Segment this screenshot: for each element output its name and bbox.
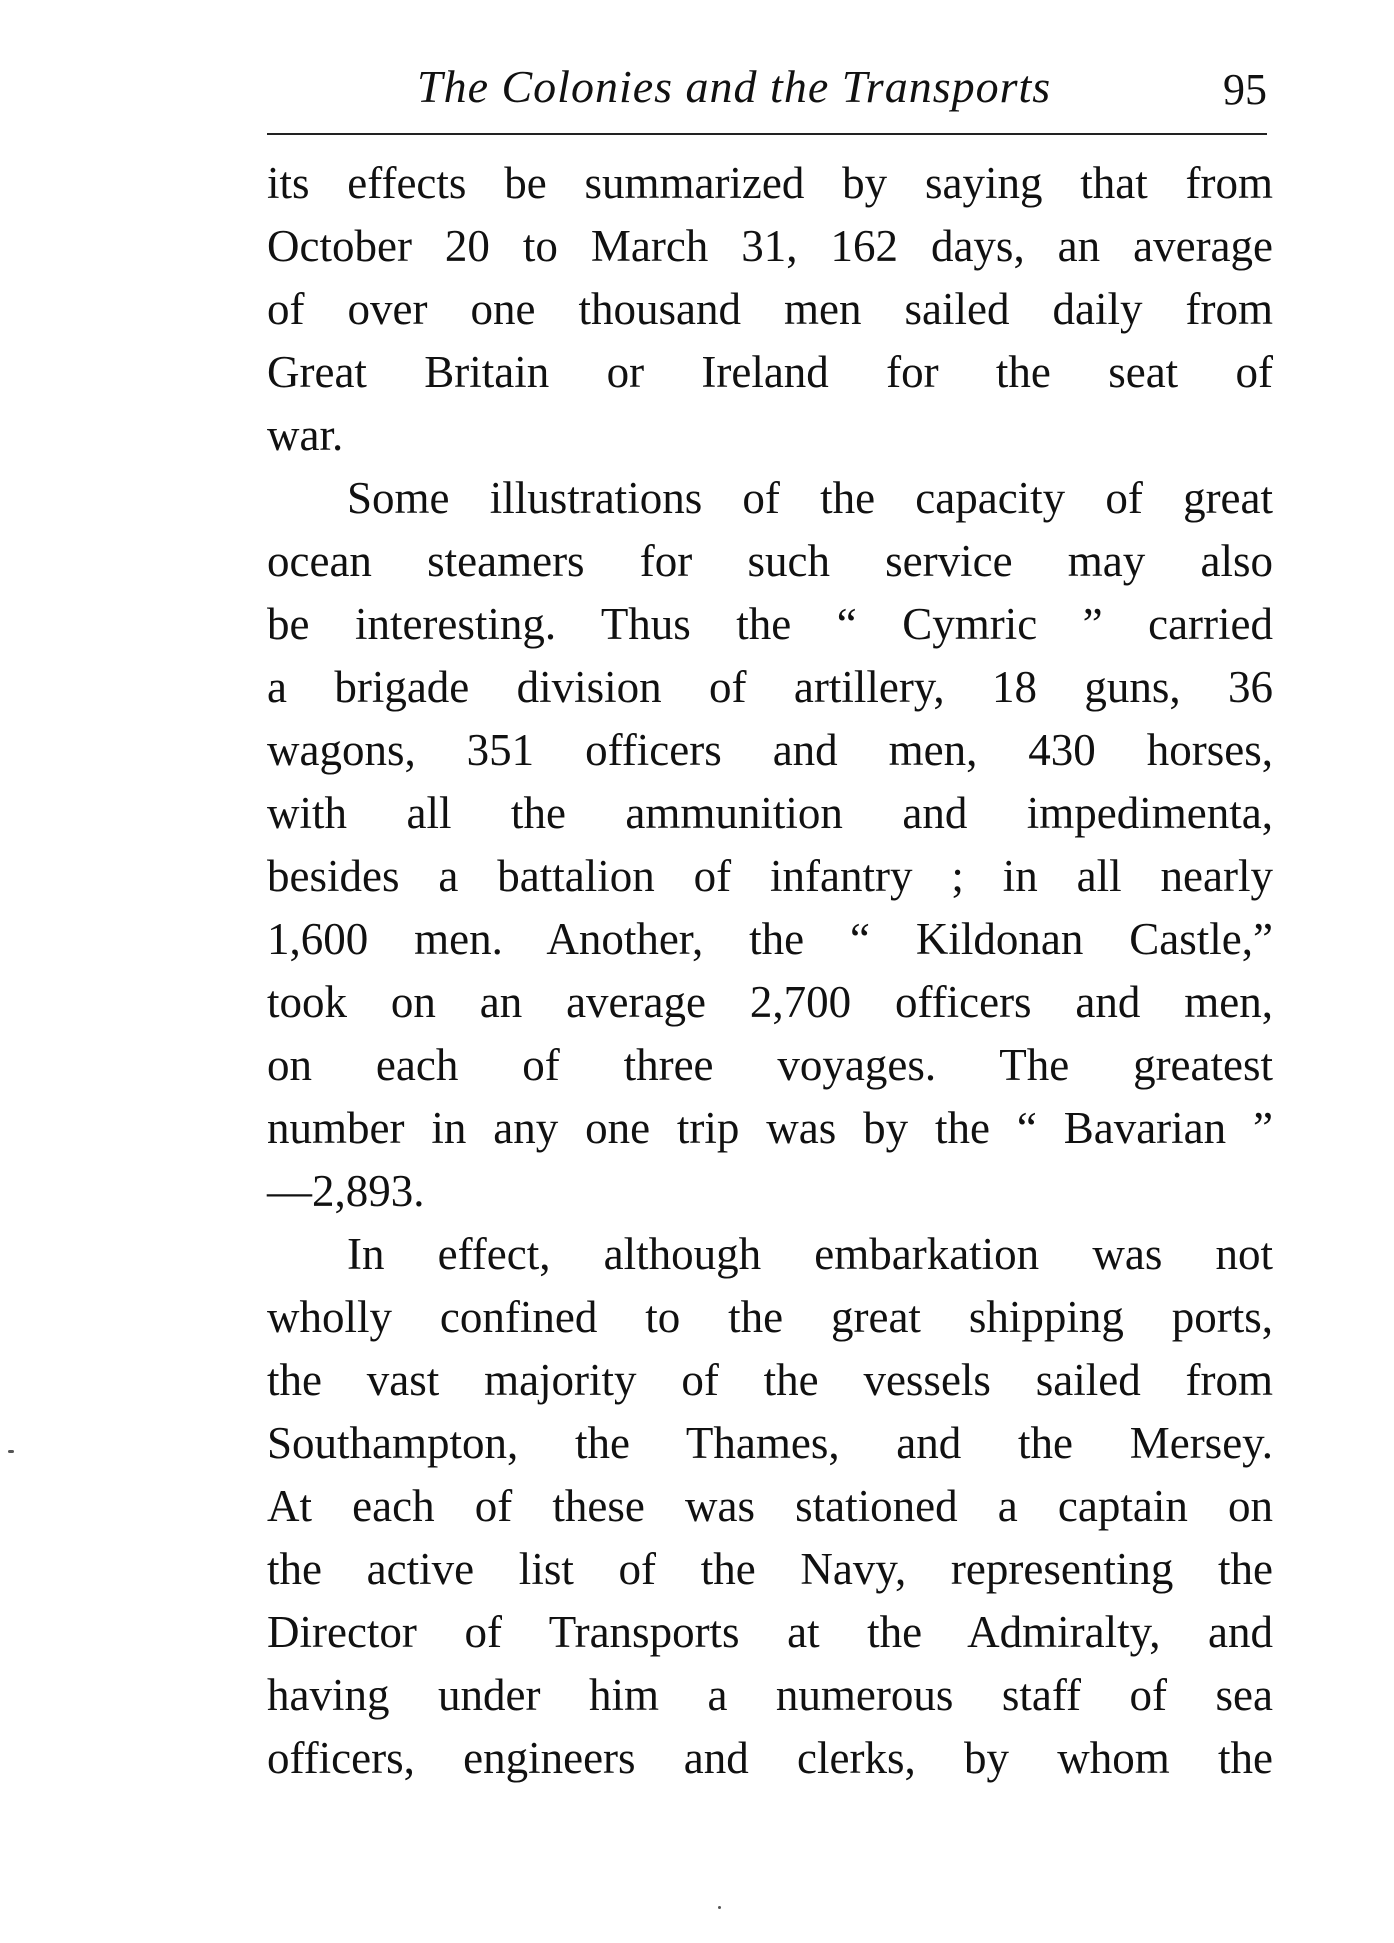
paragraph-1	[267, 152, 1273, 467]
text-line: the vast majority of the vessels sailed from	[267, 1355, 1273, 1405]
text-line: ocean steamers for such service may also	[267, 536, 1273, 586]
text-line: of over one thousand men sailed daily from	[267, 284, 1273, 334]
running-title: The Colonies and the Transports	[417, 61, 1052, 112]
text-line: Southampton, the Thames, and the Mersey.	[267, 1418, 1273, 1468]
paragraph-3	[267, 1223, 1273, 1790]
text-line: the active list of the Navy, representing the	[267, 1544, 1273, 1594]
text-line: besides a battalion of infantry ; in all nearly	[267, 851, 1273, 901]
text-line: October 20 to March 31, 162 days, an average	[267, 221, 1273, 271]
text-line: be interesting. Thus the “ Cymric ” carried	[267, 599, 1273, 649]
body-text	[267, 152, 1273, 1790]
paragraph-2	[267, 467, 1273, 1223]
running-head	[267, 60, 1267, 120]
text-line: Great Britain or Ireland for the seat of	[267, 347, 1273, 397]
text-line: took on an average 2,700 officers and men,	[267, 977, 1273, 1027]
text-line: wholly confined to the great shipping ports,	[267, 1292, 1273, 1342]
text-line: wagons, 351 officers and men, 430 horses,	[267, 725, 1273, 775]
text-line: In effect, although embarkation was not	[347, 1229, 1273, 1279]
text-line: on each of three voyages. The greatest	[267, 1040, 1273, 1090]
header-rule	[267, 133, 1267, 135]
text-line: having under him a numerous staff of sea	[267, 1670, 1273, 1720]
text-line: number in any one trip was by the “ Bavarian ”	[267, 1103, 1273, 1153]
page-number: 95	[1223, 65, 1267, 114]
scan-speck	[718, 1906, 721, 1909]
text-line: war.	[267, 410, 344, 460]
text-line: Director of Transports at the Admiralty, and	[267, 1607, 1273, 1657]
text-line: 1,600 men. Another, the “ Kildonan Castle,”	[267, 914, 1273, 964]
text-line: At each of these was stationed a captain on	[267, 1481, 1273, 1531]
text-line: its effects be summarized by saying that from	[267, 158, 1273, 208]
scan-speck	[8, 1450, 14, 1453]
text-line: a brigade division of artillery, 18 guns, 36	[267, 662, 1273, 712]
text-line: —2,893.	[267, 1166, 425, 1216]
text-line: with all the ammunition and impedimenta,	[267, 788, 1273, 838]
text-line: Some illustrations of the capacity of great	[347, 473, 1273, 523]
text-line: officers, engineers and clerks, by whom the	[267, 1733, 1273, 1783]
